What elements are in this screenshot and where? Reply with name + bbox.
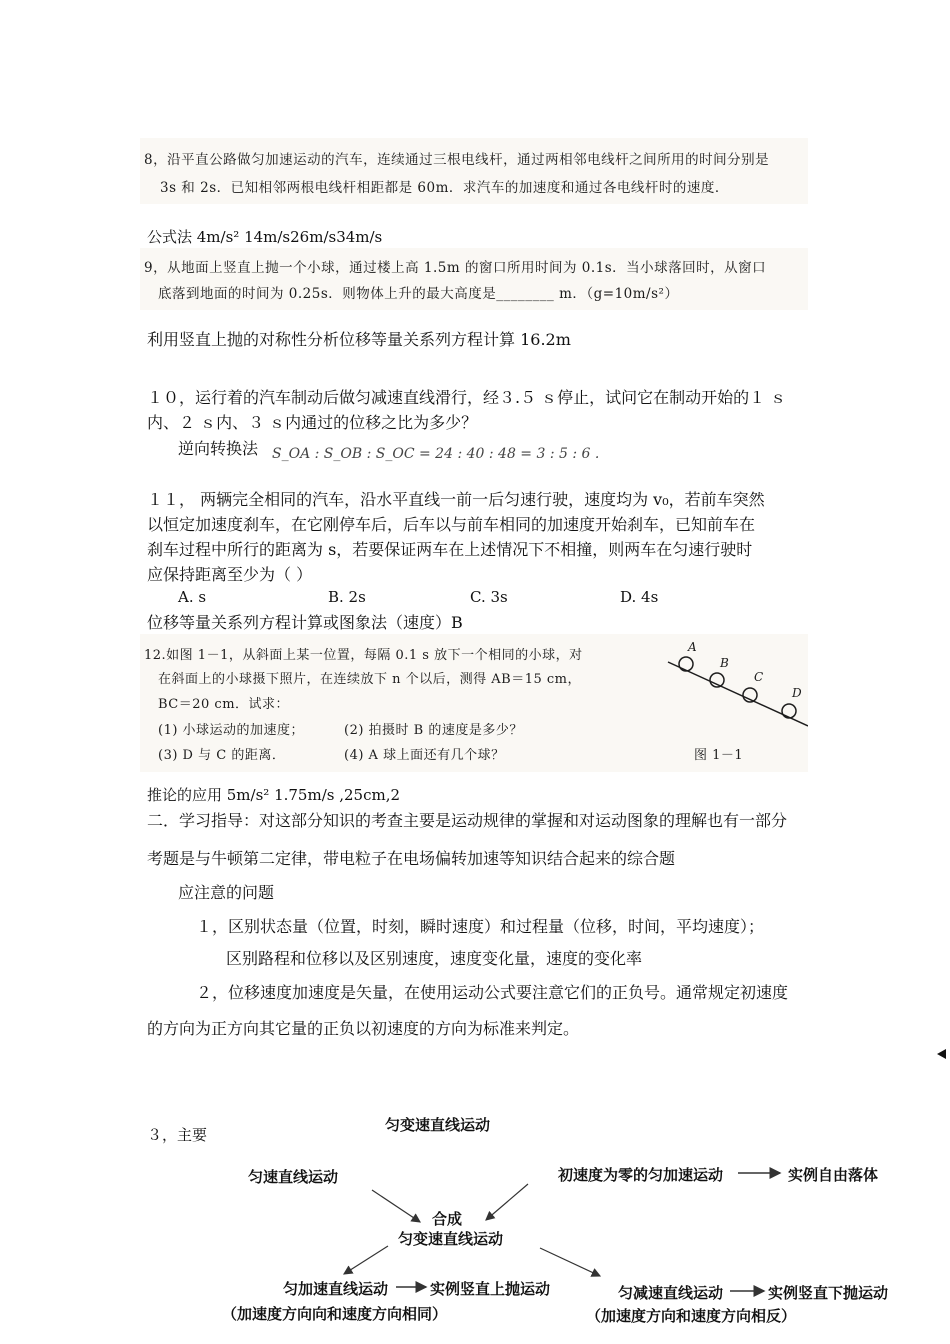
q12-line3: BC＝20 cm．试求： — [158, 697, 290, 712]
map-right-example: 实例自由落体 — [788, 1166, 879, 1184]
map-left: 匀速直线运动 — [248, 1168, 339, 1186]
point2b: 的方向为正方向其它量的正负以初速度的方向为标准来判定。 — [147, 1019, 580, 1038]
fig-caption: 图 1－1 — [694, 748, 744, 763]
arrow-right-to-center — [486, 1184, 528, 1220]
arrow-center-to-bl — [344, 1246, 388, 1274]
map-br-example: 实例竖直下抛运动 — [768, 1284, 889, 1302]
q12-scan — [140, 634, 808, 772]
q9-line2: 底落到地面的时间为 0.25s．则物体上升的最大高度是________ m．（g=10m/s²） — [158, 286, 679, 302]
map-top: 匀变速直线运动 — [385, 1116, 491, 1134]
map-br-note: （加速度方向和速度方向相反） — [586, 1307, 797, 1325]
q8-line2: 3s 和 2s．已知相邻两根电线杆相距都是 60m．求汽车的加速度和通过各电线杆时的速度． — [160, 180, 729, 196]
q10-formula: S_OA : S_OB : S_OC = 24 : 40 : 48 = 3 : 5 : 6 . — [272, 446, 600, 462]
q12-line1: 12.如图 1－1，从斜面上某一位置，每隔 0.1 s 放下一个相同的小球，对 — [144, 648, 583, 663]
label-c: C — [754, 670, 764, 684]
map-bl: 匀加速直线运动 — [283, 1280, 389, 1298]
label-d: D — [792, 686, 803, 700]
q12-line4b: (2) 拍摄时 B 的速度是多少？ — [344, 723, 523, 738]
map-center1: 合成 — [432, 1210, 463, 1228]
q11-line1: １１， 两辆完全相同的汽车，沿水平直线一前一后匀速行驶，速度均为 v₀，若前车突然 — [147, 490, 765, 509]
q11-line4: 应保持距离至少为（ ） — [147, 565, 313, 584]
q10-line2: 内、２ ｓ内、３ ｓ内通过的位移之比为多少？ — [147, 413, 478, 432]
q12-line2: 在斜面上的小球摄下照片，在连续放下 n 个以后，测得 AB＝15 cm， — [158, 672, 581, 687]
q12-line5a: (3) D 与 C 的距离． — [158, 748, 286, 763]
q12-line4a: (1) 小球运动的加速度； — [158, 723, 305, 738]
q11-option-d: D. 4s — [620, 588, 659, 606]
q10-line1: １０，运行着的汽车制动后做匀减速直线滑行，经３.５ ｓ停止，试问它在制动开始的１ ｓ — [147, 388, 787, 407]
point1b: 区别路程和位移以及区别速度，速度变化量，速度的变化率 — [226, 949, 643, 968]
arrow-left-to-center — [372, 1190, 420, 1222]
map-right: 初速度为零的匀加速运动 — [558, 1166, 724, 1184]
guide-line1: 二．学习指导：对这部分知识的考查主要是运动规律的掌握和对运动图象的理解也有一部分 — [147, 811, 788, 830]
arrow-center-to-br — [540, 1248, 600, 1276]
q10-method: 逆向转换法 — [178, 439, 259, 458]
q11-option-c: C. 3s — [470, 588, 508, 606]
q11-line3: 刹车过程中所行的距离为 s，若要保证两车在上述情况下不相撞，则两车在匀速行驶时 — [147, 540, 753, 559]
map-bl-note: （加速度方向向和速度方向相同） — [222, 1305, 448, 1323]
q12-line5b: (4) A 球上面还有几个球？ — [344, 748, 505, 763]
q8-scan — [140, 138, 808, 204]
q11-option-b: B. 2s — [328, 588, 366, 606]
incline-line — [668, 662, 808, 726]
ball-a — [679, 657, 693, 671]
q9-answer: 利用竖直上抛的对称性分析位移等量关系列方程计算 16.2m — [147, 330, 571, 349]
q8-line1: 8，沿平直公路做匀加速运动的汽车，连续通过三根电线杆，通过两相邻电线杆之间所用的时间分别是 — [144, 152, 770, 168]
map-center2: 匀变速直线运动 — [398, 1230, 504, 1248]
map-bl-example: 实例竖直上抛运动 — [430, 1280, 551, 1298]
ball-d — [782, 704, 796, 718]
q9-scan — [140, 248, 808, 310]
note-title: 应注意的问题 — [178, 883, 275, 902]
point1a: １，区别状态量（位置，时刻，瞬时速度）和过程量（位移，时间，平均速度）； — [196, 917, 765, 936]
label-b: B — [720, 656, 730, 670]
edge-marker-icon — [936, 1048, 948, 1060]
q8-answer: 公式法 4m/s² 14m/s26m/s34m/s — [147, 228, 383, 246]
q11-answer: 位移等量关系列方程计算或图象法（速度）B — [147, 613, 463, 632]
map-heading: ３，主要 — [147, 1126, 208, 1144]
point2a: ２，位移速度加速度是矢量，在使用运动公式要注意它们的正负号。通常规定初速度 — [196, 983, 789, 1002]
q12-answer: 推论的应用 5m/s² 1.75m/s ,25cm,2 — [147, 786, 401, 804]
guide-line2: 考题是与牛顿第二定律，带电粒子在电场偏转加速等知识结合起来的综合题 — [147, 849, 676, 868]
q9-line1: 9，从地面上竖直上抛一个小球，通过楼上高 1.5m 的窗口所用时间为 0.1s．当小球落回时，从窗口 — [144, 260, 767, 276]
map-br: 匀减速直线运动 — [618, 1284, 724, 1302]
label-a: A — [688, 640, 698, 654]
q11-line2: 以恒定加速度刹车，在它刚停车后，后车以与前车相同的加速度开始刹车，已知前车在 — [147, 515, 756, 534]
q11-option-a: A. s — [178, 588, 207, 606]
